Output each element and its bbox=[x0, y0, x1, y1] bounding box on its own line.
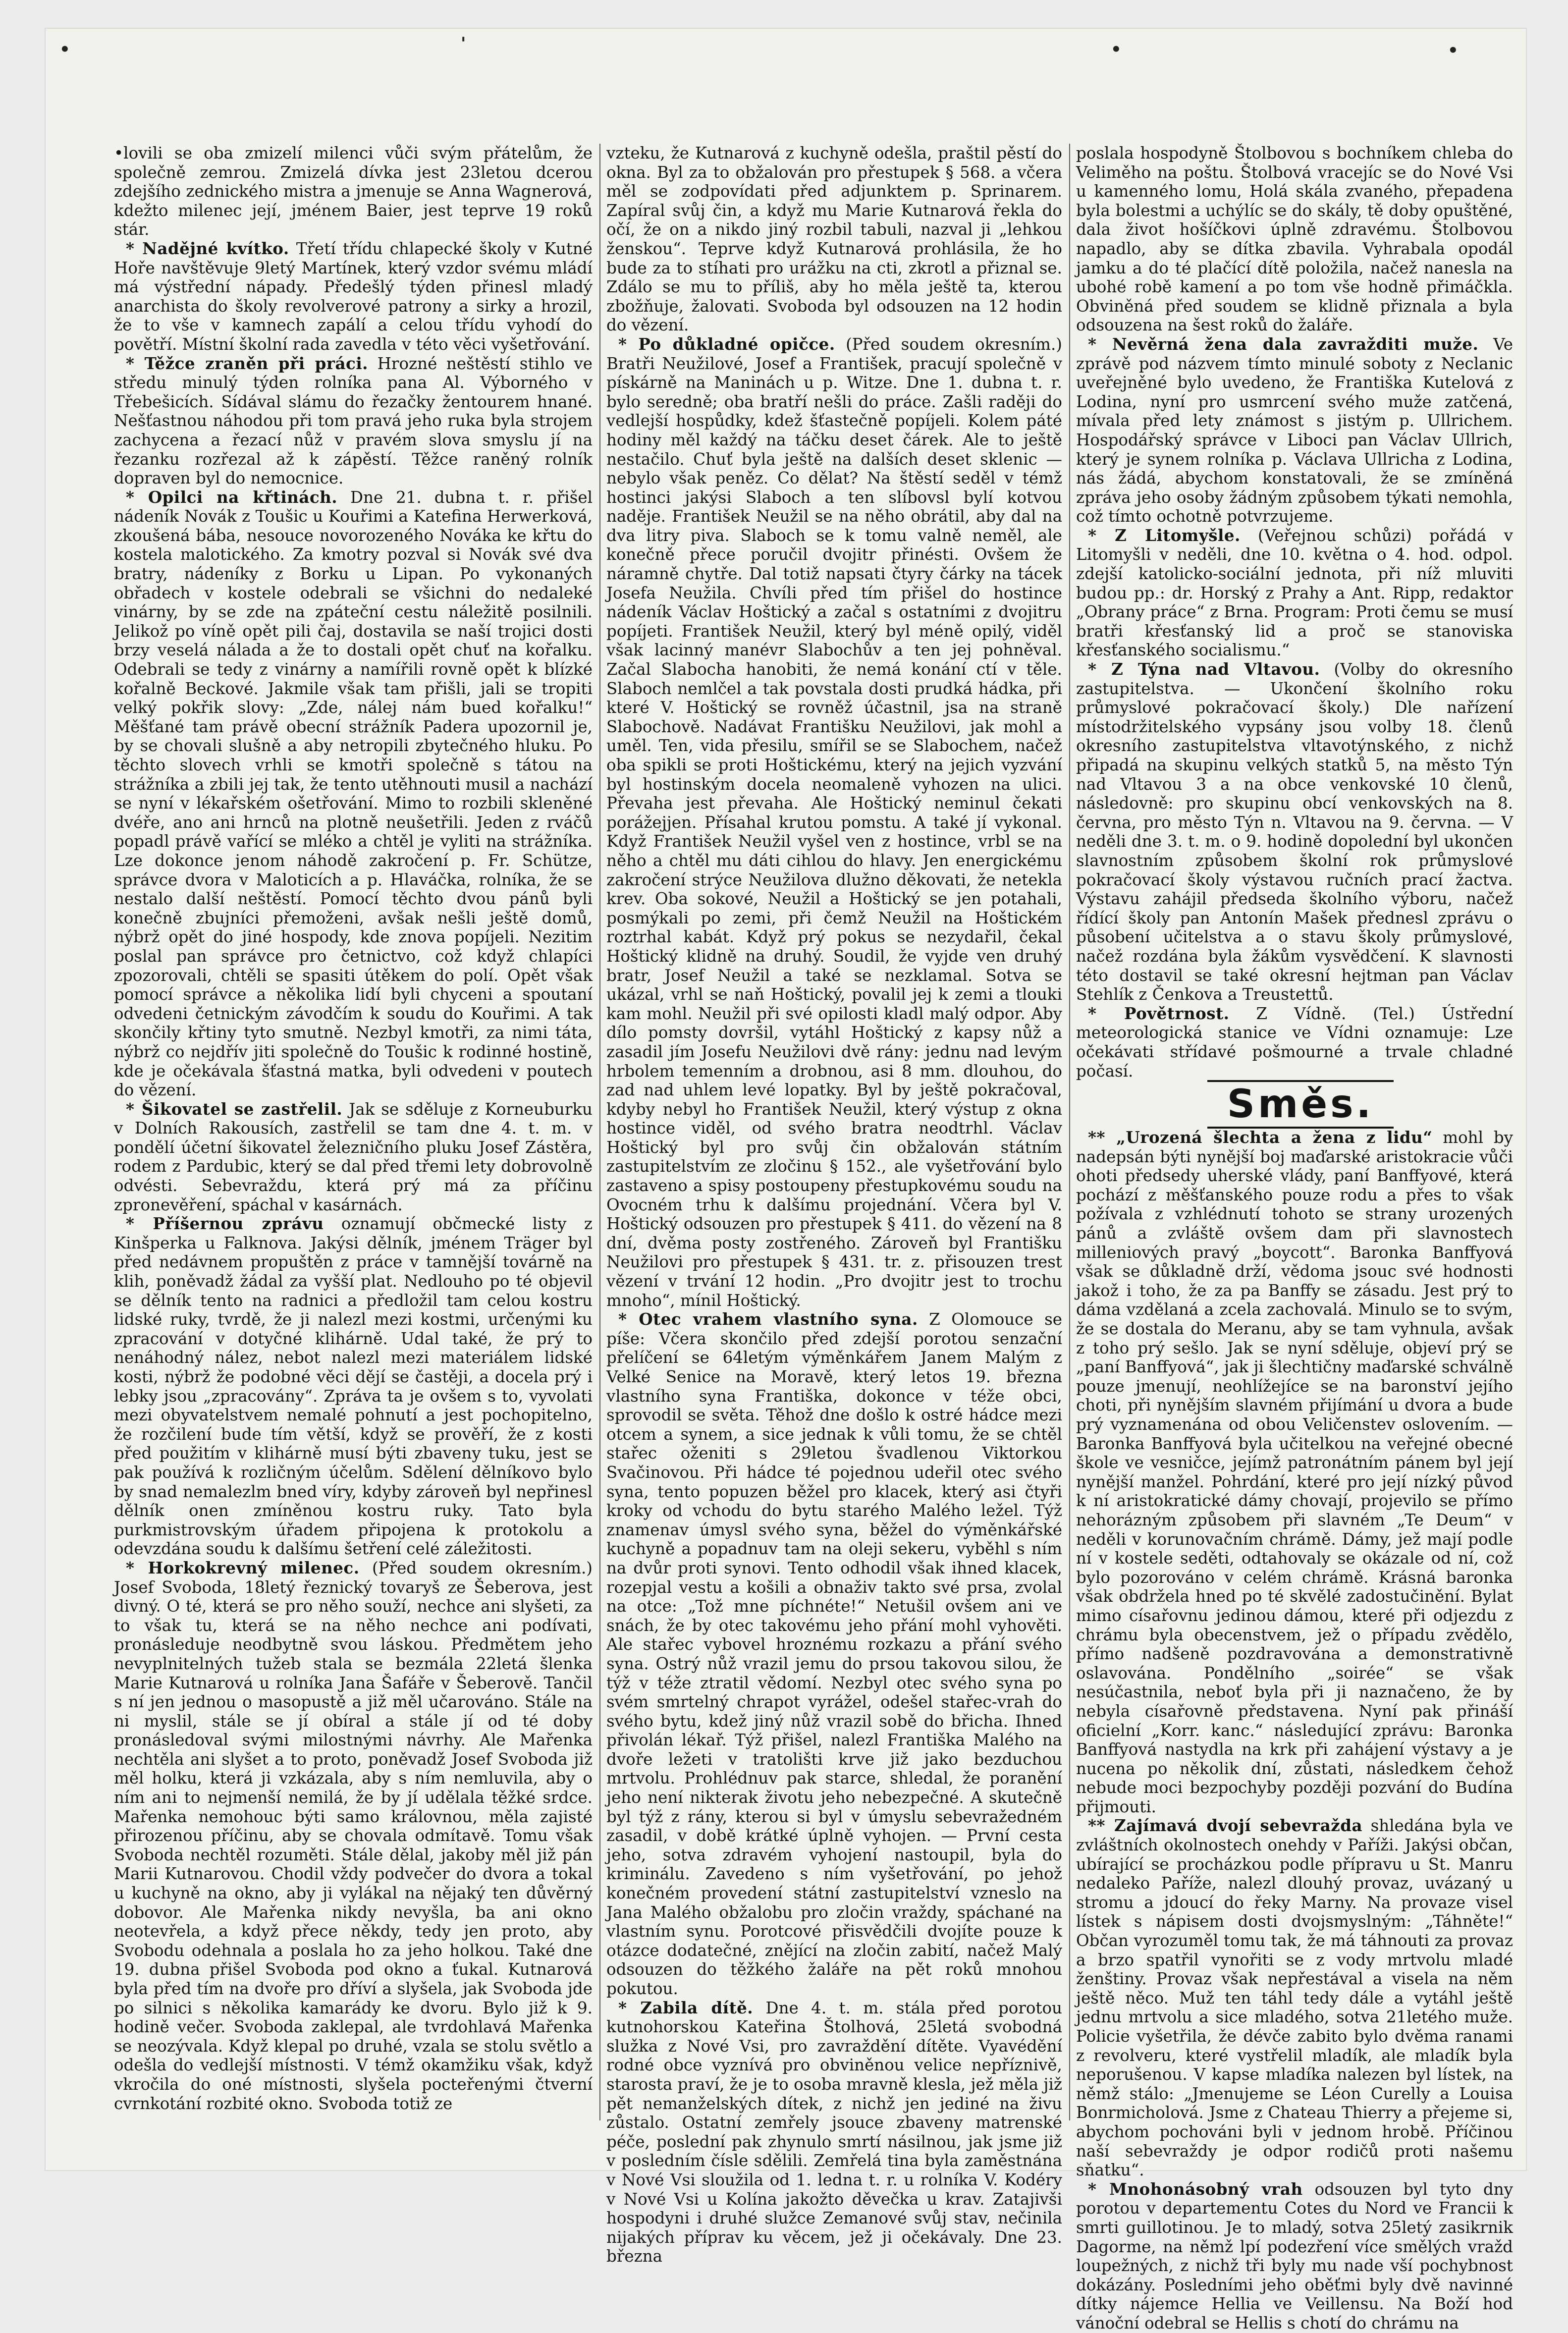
section-title-text: Směs. bbox=[1207, 1080, 1394, 1129]
article-body: oznamují občmecké listy z Kinšperka u Falknova. Jakýsi dělník, jménem Träger byl před nedávnem propuštěn z práce v tamnější továrně na klih, poněvadž žádal za vyšší plat. Nedlouho po té objevil se dělník tento na radnici a předložil tam celou kostru lidské ruky, tvrdě, že ji nalezl mezi kostmi, určenými ku zpracování v dotyčné klihárně. Udal také, že prý to nenáhodný nález, nebot nalezl mezi materiálem lidské kosti, nýbrž že podobné věci dějí se častěji, a docela prý i lebky jsou „zpracovány“. Zpráva ta je ovšem s to, vyvolati mezi obyvatelstvem nemalé pohnutí a jest pochopitelno, že rozčilení bude tím větší, když se prověří, že z kosti před použitím v klihárně musí býti zbaveny tuku, jest se pak používá k rozličným účelům. Sdělení dělníkovo bylo by snad nemalezlm bned víry, kdyby zároveň byl nepřinesl dělník onen zmíněnou kostru ruky. Tato byla purkmistrovským úřadem připojena k protokolu a odevzdána soudu k dalšímu šetření celé záležitosti. bbox=[114, 1214, 593, 1559]
article-paragraph bbox=[114, 1100, 593, 1215]
column-1 bbox=[114, 144, 593, 2124]
article-body: Dne 4. t. m. stála před porotou kutnohorskou Kateřina Štolhová, 25letá svobodná služka z Nové Vsi, pro zavraždění dítěte. Vyavédění rodné obce vyznívá pro obviněnou velice nepříznivě, starosta praví, že je to osoba mravně klesla, jež měla již pět nemanželských dítek, z nichž jen jediné na živu zůstalo. Ostatní zemřely jsouce zbaveny matrenské péče, poslední pak zhynulo smrtí násilnou, jak jsme již v posledním čísle sdělili. Zemřelá tina byla zaměstnána v Nové Vsi sloužila od 1. ledna t. r. u rolníka V. Kodéry v Nové Vsi u Kolína jakožto děvečka u krav. Zatajivši hospodyni i druhé služce Zemanové svůj stav, nečinila nijakých příprav ku věcem, jež ji očekávaly. Dne 23. března bbox=[606, 1998, 1062, 2266]
article-body: odsouzen byl tyto dny porotou v departementu Cotes du Nord ve Francii k smrti guillotinou. Je to mladý, sotva 25letý zasikrnik Dagorme, na němž lpí podezření více smělých vražd loupežných, z nichž tři byly mu nade vší pochybnost dokázány. Posledními jeho oběťmi byly dvě navinné dítky nájemce Hellia ve Veillensu. Na Boží hod vánoční odebral se Hellis s chotí do chrámu na bbox=[1076, 2179, 1514, 2333]
article-body: (Před soudem okresním.) Josef Svoboda, 18letý řeznický tovaryš ze Šeberova, jest divný. O té, která se pro něho souží, nechce ani slyšeti, za to však tu, která se na něho nechce ani podívati, pronásleduje neodbytně svou láskou. Předmětem jeho nevyplnitelných tužeb stala se bezmála 22letá šlenka Marie Kutnarová u rolníka Jana Šafáře v Šeberově. Tančil s ní jen jednou o masopustě a již měl učarováno. Stále na ni myslil, stále se jí obíral a stále jí od té doby pronásledoval svými milostnými návrhy. Ale Mařenka nechtěla ani slyšet a to proto, poněvadž Josef Svoboda již měl holku, která ji vzkázala, aby s ním nemluvila, aby o ním ani to nejmenší nemilá, že by jí udělala těžké srdce. Mařenka nemohouc býti samo královnou, měla zajisté přirozenou příčinu, aby se chovala odmítavě. Tomu však Svoboda nechtěl rozuměti. Stále dělal, jakoby měl již pán Marii Kutnarovou. Chodil vždy podvečer do dvora a tokal u kuchyně na okno, aby ji vylákal na nějaký ten důvěrný dobovor. Ale Mařenka nikdy nevyšla, ba ani okno neotevřela, a když přece někdy, tedy jen proto, aby Svobodu odehnala a poslala ho za jeho holkou. Také dne 19. dubna přišel Svoboda pod okno a ťukal. Kutnarová byla před tím na dvoře pro dříví a slyšela, jak Svoboda jde po silnici s několika kamarády ke dvoru. Bylo již k 9. hodině večer. Svoboda zaklepal, ale tvrdohlavá Mařenka se neozývala. Když klepal po druhé, vzala se stolu světlo a odešla do vedlejší místnosti. V témž okamžiku však, když vkročila do oné místnosti, slyšela pocteřenými čtverní cvrnkotání rozbité okno. Svoboda totiž ze bbox=[114, 1558, 593, 2113]
column-divider bbox=[599, 144, 600, 2120]
article-body: Ve zprávě pod názvem tímto minulé soboty z Neclanic uveřejněné bylo uvedeno, že Františka Kutelová z Lodina, nyní pro usmrcení svého muže zatčená, mívala před lety známost s jistým p. Ullrichem. Hospodářský správce v Liboci pan Václav Ullrich, který je synem rolníka p. Václava Ullricha z Lodina, nás žádá, abychom konstatovali, že se zmíněná zpráva jeho osoby žádným způsobem týkati nemohla, což tímto ochotně potvrzujeme. bbox=[1076, 334, 1513, 526]
article-headline: * Nadějné kvítko. bbox=[126, 238, 289, 258]
article-headline: * Těžce zraněn při práci. bbox=[126, 353, 368, 373]
article-body: poslala hospodyně Štolbovou s bochníkem chleba do Veliměho na poštu. Štolbová vracejíc se do Nové Vsi u kamenného lomu, Holá skála zvaného, přepadena byla bolestmi a uchýlíc se do skály, tě doby opuštěné, dala život hošíčkovi úplně zdravému. Štolbovou napadlo, aby se dítka zbavila. Vyhrabala opodál jamku a do té plačící dítě položila, načež nanesla na ubohé robě kamení a po tom vše hodně přimáčkla. Obviněná před soudem se klidně přiznala a byla odsouzena na šest roků do žaláře. bbox=[1076, 144, 1513, 335]
article-headline: * Horkokrevný milenec. bbox=[126, 1558, 360, 1577]
article-headline: * Po důkladné opičce. bbox=[618, 334, 835, 354]
article-paragraph bbox=[114, 239, 593, 354]
margin-mark: • bbox=[59, 40, 70, 59]
column-divider bbox=[1069, 144, 1070, 2120]
article-paragraph bbox=[1076, 660, 1513, 1004]
article-body: mohl by nadepsán býti nynější boj maďarské aristokracie vůči ohoti předsedy uherské vlády, paní Banffyové, která pochází z měšťanského pouze rodu a přes to však požívala z vzhlédnutí tohoto se strany urozených pánů a zvláště ovšem dam při slavnostech milleniových pravý „boycott“. Baronka Banffyová však se důkladně drží, vědoma jsouc své hodnosti jakož i toho, že za pa Banffy se zásadu. Jest prý to dáma vzdělaná a zcela zachovalá. Minulo se to svým, že se dostala do Meranu, aby se tam vyhnula, avšak z toho prý sešlo. Jak se nyní sděluje, objeví prý se „paní Banffyová“, jak ji šlechtičny maďarské schválně pouze jmenují, neohlížejíce se na baronství jejího choti, při nynějším slavném přijímání u dvora a bude prý vyznamenána od obou Veličenstev oslovením. — Baronka Banffyová byla učitelkou na veřejné obecné škole ve vesničce, jejímž patronátním pánem byl její nynější manžel. Pohrdání, které pro její nízký původ k ní aristokratické dámy chovají, projevilo se přímo nehorázným způsobem při slavném „Te Deum“ v neděli v korunovačním chrámě. Dámy, jež mají podle ní v kostele seděti, odtahovaly se okázale od ní, což bylo pozorováno v celém chrámě. Krásná baronka však obdržela hned po té skvělé zadostučinění. Bylat mimo císařovnu jedinou dámou, které při odjezdu z chrámu byla obecenstvem, jež o případu zvědělo, přímo nadšeně pozdravována a demonstrativně oslavována. Pondělního „soirée“ se však nesúčastnila, neboť byla při ji naznačeno, že by nebyla císařovně představena. Nyní pak přináší oficielní „Korr. kanc.“ následující zprávu: Baronka Banffyová nastydla na krk při zahájení výstavy a je nucena po několik dní, zůstati, následkem čehož nebude moci bezpochyby později pozvání do Budína přijmouti. bbox=[1076, 1128, 1513, 1816]
article-paragraph bbox=[1076, 335, 1513, 526]
article-headline: * Povětrnost. bbox=[1088, 1003, 1230, 1023]
article-body: Jak se sděluje z Korneuburku v Dolních Rakousích, zastřelil se tam dne 4. t. m. v pondělí účetní šikovatel železničního pluku Josef Zástěra, rodem z Pardubic, který se dal před třemi lety dobrovolně odvésti. Sebevraždu, která prý má za příčinu zpronevěření, spáchal v kasárnách. bbox=[114, 1099, 593, 1214]
article-paragraph bbox=[1076, 1004, 1513, 1081]
article-headline: * Příšernou zprávu bbox=[126, 1214, 324, 1234]
margin-mark: ' bbox=[461, 34, 466, 54]
article-headline: * Nevěrná žena dala zavražditi muže. bbox=[1088, 334, 1479, 354]
margin-mark: • bbox=[1111, 40, 1122, 59]
article-paragraph bbox=[114, 1214, 593, 1559]
article-headline: * Opilci na křtinách. bbox=[126, 487, 338, 507]
article-body: (Veřejnou schůzi) pořádá v Litomyšli v neděli, dne 10. května o 4. hod. odpol. zdejší katolicko-sociální jednota, při níž mluviti budou pp.: dr. Horský z Prahy a Ant. Ripp, redaktor „Obrany práce“ z Brna. Program: Proti čemu se musí bratři křesťanský lid a proč se stanoviska křesťanského socialismu.“ bbox=[1076, 526, 1513, 660]
article-paragraph bbox=[1076, 526, 1513, 660]
article-headline: * Otec vrahem vlastního syna. bbox=[618, 1309, 918, 1329]
article-paragraph bbox=[1076, 1816, 1513, 2179]
article-body: vzteku, že Kutnarová z kuchyně odešla, praštil pěstí do okna. Byl za to obžalován pro přestupek § 568. a včera měl se zodpovídati před adjunktem p. Sprinarem. Zapíral svůj čin, a když mu Marie Kutnarová řekla do očí, že on a nikdo jiný rozbil tabuli, nazval ji „lehkou ženskou“. Teprve když Kutnarová prohlásila, že ho bude za to stíhati pro urážku na cti, zkrotl a přiznal se. Zdálo se mu to příliš, aby ho měla ještě ta, kterou zbožňuje, žalovati. Svoboda byl odsouzen na 12 hodin do vězení. bbox=[606, 144, 1062, 335]
article-headline: * Mnohonásobný vrah bbox=[1088, 2179, 1303, 2199]
article-headline: * Z Litomyšle. bbox=[1088, 525, 1241, 545]
article-paragraph bbox=[114, 354, 593, 488]
article-paragraph bbox=[1076, 2180, 1513, 2333]
article-body: shledána byla ve zvláštních okolnostech onehdy v Paříži. Jakýsi občan, ubírající se procházkou podle přípravu u St. Manru nedaleko Paříže, nalezl dlouhý provaz, uvázaný u stromu a jdoucí do řeky Marny. Na provaze visel lístek s nápisem dosti dvojsmyslným: „Táhněte!“ Občan vyrozuměl tomu tak, že má táhnouti za provaz a brzo spatřil vynořiti se z vody mrtvolu mladé ženštiny. Provaz však nepřestával a visela na něm ještě něco. Muž ten táhl tedy dále a vytáhl ještě jednu mrtvolu a sice mladého, sotva 21letého muže. Policie vyšetřila, že dévče zabito bylo dvěma ranami z revolveru, které vystřelil mladík, ale mladík byla neporušenou. V kapse mladíka nalezen byl lístek, na němž stálo: „Jmenujeme se Léon Curelly a Louisa Bonrmicholová. Jsme z Chateau Thierry a přejeme si, abychom pochováni byli v jednom hrobě. Příčinou naší sebevraždy je odpor rodičů proti našemu sňatku“. bbox=[1076, 1816, 1513, 2180]
article-paragraph bbox=[114, 144, 593, 239]
article-paragraph bbox=[114, 488, 593, 1100]
article-paragraph bbox=[606, 335, 1062, 1310]
article-paragraph bbox=[1076, 144, 1513, 335]
article-headline: ** Zajímavá dvojí sebevražda bbox=[1088, 1816, 1363, 1836]
article-body: Z Vídně. (Tel.) Ústřední meteorologická stanice ve Vídni oznamuje: Lze očekávati střídavé pošmourné a trvale chladné počasí. bbox=[1076, 1004, 1513, 1081]
article-body: (Volby do okresního zastupitelstva. — Ukončení školního roku průmyslové pokračovací školy.) Dle nařízení místodržitelského vypsány jsou volby 18. členů okresního zastupitelstva vltavotýnského, z nichž připadá na skupinu velkých statků 5, na město Týn nad Vltavou 3 a na obce venkovské 10 členů, následovně: pro skupinu obcí venkovských na 8. června, pro město Týn n. Vltavou na 9. června. — V neděli dne 3. t. m. o 9. hodině dopolední byl ukončen slavnostním způsobem školní rok průmyslové pokračovací školy výstavou ručních prací žactva. Výstavu zahájil předseda školního výboru, načež řídící školy pan Antonín Mašek přednesl zprávu o působení učitelstva a o stavu školy průmyslové, načež rozdána byla žákům vysvědčení. K slavnosti této dostavil se také okresní hejtman pan Václav Stehlík z Čenkova a Treustettů. bbox=[1076, 660, 1513, 1004]
article-body: (Před soudem okresním.) Bratři Neužilové, Josef a František, pracují společně v pískárně na Maninách u p. Witze. Dne 1. dubna t. r. bylo seredně; oba bratří nešli do práce. Zašli raději do vedlejší hospůdky, kdež šťastečně popíjeli. Kolem páté hodiny měl každý na táčku deset čárek. Ale to ještě nestačilo. Chuť byla ještě na dalších deset sklenic — nebylo však peněz. Co dělat? Na štěstí seděl v témž hostinci jakýsi Slaboch a ten slíbovsl bylí kotvou naděje. František Neužil se na něho obrátil, aby dal na dva litry piva. Slaboch se k tomu valně neměl, ale konečně přece poručil dvojitr přinésti. Ovšem že náramně chytře. Dal totiž napsati čtyry čárky na tácek Josefa Neužila. Chvíli před tím přišel do hostince nádeník Václav Hoštický a začal s ostatními z dvojitru popíjeti. František Neužil, který byl méně opilý, viděl však lacinný manévr Slabochův a ten jej pohněval. Začal Slabocha hanobiti, že nemá konání ctí v těle. Slaboch nemlčel a tak povstala dosti prudká hádka, při které V. Hoštický se rovněž účastnil, jsa na straně Slabochově. Nadávat Františku Neužilovi, jak mohl a uměl. Ten, vida přesilu, smířil se se Slabochem, načež oba spikli se proti Hoštickému, který na jejich vyzvání byl hostinským docela neomaleně vyhozen na ulici. Převaha jest převaha. Ale Hoštický neminul čekati porážejjen. Přísahal krutou pomstu. A také jí vykonal. Když František Neužil vyšel ven z hostince, vrbl se na něho a chtěl mu dáti cihlou do hlavy. Jen energickému zakročení strýce Neužilova dlužno děkovati, že neteklа krev. Oba sokové, Neužil a Hoštický se jen potahali, posmýkali po zemi, při čemž Neužil na Hoštickém roztrhal kabát. Když prý pokus se nezydařil, čekal Hoštický klidně na druhý. Soudil, že vyjde ven druhý bratr, Josef Neužil a také se nezklamal. Sotva se ukázal, vrhl se naň Hoštický, povalil jej k zemi a tlouki kam mohl. Neužil při své opilosti kladl malý odpor. Aby dílo pomsty dovršil, vytáhl Hoštický z kapsy nůž a zasadil jím Josefu Neužilovi dvě rány: jednu nad levým hrbolem temenním a drobnou, asi 8 mm. dlouhou, do zad nad uhlem levé lopatky. Byl by ještě pokračoval, kdyby nebyl ho František Neužil, který výstup z okna hostince viděl, od svého bratra neodtrhl. Václav Hoštický byl pro svůj čin obžalován státním zastupitelstvím ze zločinu § 152., ale vyšetřování bylo zastaveno a spisy postoupeny přestupkovému soudu na Ovocném trhu k dalšímu projednání. Včera byl V. Hoštický odsouzen pro přestupek § 411. do vězení na 8 dní, dvěma posty zostřeného. Zároveň byl Františku Neužilovi pro přestupek § 431. tr. z. přisouzen trest vězení v trvání 12 hodin. „Pro dvojitr jest to trochu mnoho“, mínil Hoštický. bbox=[606, 334, 1062, 1310]
article-headline: * Šikovatel se zastřelil. bbox=[126, 1099, 343, 1119]
article-headline: ** „Urozená šlechta a žena z lidu“ bbox=[1088, 1128, 1433, 1147]
article-body: •lovili se oba zmizelí milenci vůči svým přátelům, že společně zemrou. Zmizelá dívka jest 23letou dcerou zdejšího zednického mistra a jmenuje se Anna Wagnerová, kdežto milenec její, jménem Baier, jest teprve 19 roků stár. bbox=[114, 144, 593, 239]
article-paragraph bbox=[1076, 1128, 1513, 1816]
article-paragraph bbox=[114, 1559, 593, 2113]
column-2 bbox=[606, 144, 1062, 2266]
article-paragraph bbox=[606, 1999, 1062, 2266]
article-body: Třetí třídu chlapecké školy v Kutné Hoře navštěvuje 9letý Martínek, který vzdor svému mládí má výstřední nápady. Předešlý týden přinesl mladý anarchista do školy revolverové patrony a sirky a hrozil, že to vše v kamnech zapálí a celou třídu vyhodí do povětří. Místní školní rada zavedla v této věci vyšetřování. bbox=[114, 239, 593, 354]
newspaper-page bbox=[46, 29, 1526, 2333]
margin-mark: • bbox=[1448, 41, 1459, 60]
article-paragraph bbox=[606, 1310, 1062, 1998]
section-title bbox=[1076, 1081, 1513, 1128]
article-paragraph bbox=[606, 144, 1062, 335]
article-body: Dne 21. dubna t. r. přišel nádeník Novák z Toušic u Kouřimi a Katefina Herwerková, zkoušená bába, nesouce novorozeného Nováka ke křtu do kostela malotického. Za kmotry pozval si Novák své dva bratry, nádeníky z Borku u Lipan. Po vykonaných obřadech v kostele odebrali se všichni do nedaleké vinárny, by se zde na zpáteční cestu náležitě posilnili. Jelikož po víně opět pili čaj, dostavila se naší trojici dosti brzy veselá nálada a že to dostali opět chuť na kořalku. Odebrali se tedy z vinárny a namířili rovně opět k blízké kořalně Beckové. Jakmile však tam přišli, jali se tropiti velký pokřik slovy: „Zde, nálej nám bued kořalku!“ Měšťané tam právě obecní strážník Padera upozornil je, by se chovali slušně a aby netropili zbytečného hluku. Po těchto slovech vrhli se kmotři společně s tátou na strážníka a zbili jej tak, že tento utěhnouti musil a nachází se nyní v lékařském ošetřování. Mimo to rozbili skleněné dvéře, ano ani hrnců na plotně neušetřili. Jeden z rváčů popadl právě vařící se mléko a chtěl je vyliti na strážníka. Lze dokonce jenom náhodě zakročení p. Fr. Schütze, správce dvora v Maloticích a p. Hlaváčka, rolníka, že se nestalo další neštěstí. Pomocí těchto dvou pánů byli konečně zbujníci přemoženi, avšak nešli ještě domů, nýbrž opět do jiné hospody, kde znova popíjeli. Nezitim poslal pan správce pro četnictvo, což když chlapíci zpozorovali, chtěli se spasiti útěkem do polí. Opět však pomocí správce a několika lidí byli chyceni a spoutaní odvedeni četnickým závodčím k soudu do Kouřimi. A tak skončily křtiny tyto smutně. Nezbyl kmotři, za nimi táta, nýbrž co nejdřív jiti společně do Toušic k rodinné hostině, kde je očekávala šťastná matka, byli odvedeni v poutech do vězení. bbox=[114, 488, 593, 1100]
article-body: Hrozné neštěstí stihlo ve středu minulý týden rolníka pana Al. Výborného v Třebešicích. Sídával slámu do řezačky žentourem hnané. Nešťastnou náhodou při tom pravá jeho ruka byla strojem zachycena a řezací nůž v pravém slova smyslu jí na řezanku rozřezal až k zápěstí. Těžce raněný rolník dopraven byl do nemocnice. bbox=[114, 354, 593, 488]
article-headline: * Z Týna nad Vltavou. bbox=[1088, 659, 1320, 679]
article-headline: * Zabila dítě. bbox=[618, 1998, 754, 2017]
column-3 bbox=[1076, 144, 1514, 2333]
article-body: Z Olomouce se píše: Včera skončilo před zdejší porotou senzační přelíčení se 64letým výměnkářem Janem Malým z Velké Senice na Moravě, který letos 19. března vlastního syna Františka, dokonce v téže obci, sprovodil se světa. Těhož dne došlo k ostré hádce mezi otcem a synem, a sice jednak k vůli tomu, že se chtěl stařec oženiti s 29letou švadlenou Viktorkou Svačinovou. Při hádce té pojednou udeřil otec svého syna, tento popuzen běžel pro klacek, který asi čtyři kroky od vchodu do bytu starého Malého ležel. Týž znamenav úmysl svého syna, běžel do výměnkářské kuchyně a popadnuv tam na oleji sekeru, vyběhl s ním na dvůr proti synovi. Tento odhodil však ihned klacek, rozepjal vestu a košili a obnaživ takto své prsa, zvolal na otce: „Tož mne píchnéte!“ Netušil ovšem ani ve snách, že by otec takovému jeho přání mohl vyhověti. Ale stařec vybovel hroznému rozkazu a přání svého syna. Ostrý nůž vrazil jemu do prsou takovou silou, že týž v téže ztratil vědomí. Nezbyl otec svého syna po svém smrtelný chrapot vyrážel, odešel stařec-vrah do svého bytu, kdež jiný nůž vrazil sobě do břicha. Ihned přivolán lékař. Týž přišel, nalezl Františka Malého na dvoře ležeti v tratolišti krve již jako bezduchou mrtvolu. Prohlédnuv pak starce, shledal, že poranění jeho není nikterak životu jeho nebezpečné. A skutečně byl týž z rány, kterou si byl v úmyslu sebevražedném zasadil, v době krátké úplně vyhojen. — První cesta jeho, sotva zdravém vyhojení nastoupil, byla do kriminálu. Zavedeno s ním vyšetřování, po jehož konečném provedení státní zastupitelství vzneslo na Jana Malého obžalobu pro zločin vraždy, spáchané na vlastním synu. Porotcové přisvědčili dvojíte pouze k otázce dodatečné, znějící na zločin zabití, načež Malý odsouzen do těžkého žaláře na pět roků mnohou pokutou. bbox=[606, 1310, 1062, 1998]
